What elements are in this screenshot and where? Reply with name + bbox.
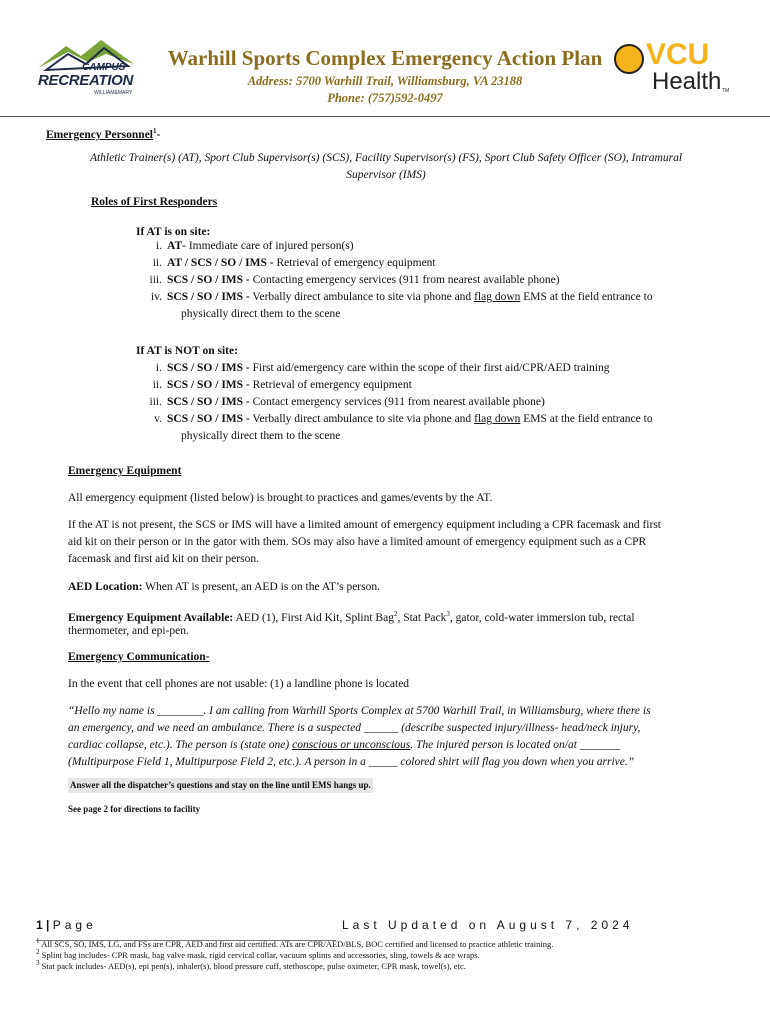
list-role: SCS / SO / IMS - xyxy=(167,379,250,391)
call-script-underlined: conscious or unconscious xyxy=(292,739,411,751)
vcu-seal-icon xyxy=(614,44,644,74)
personnel-heading-text: Emergency Personnel xyxy=(46,128,153,141)
list-role: SCS / SO / IMS - xyxy=(167,413,250,425)
list-item xyxy=(136,360,736,377)
list-item xyxy=(136,289,736,306)
campus-recreation-logo xyxy=(36,38,156,98)
list-text: Verbally direct ambulance to site via phone and xyxy=(249,413,475,425)
list-item-continuation xyxy=(136,306,736,323)
personnel-line-2: Supervisor (IMS) xyxy=(346,169,426,181)
call-script-text: cardiac collapse, etc.). The person is (state one) xyxy=(68,739,293,751)
list-item xyxy=(136,238,736,255)
on-site-heading: If AT is on site: xyxy=(136,226,211,238)
footnote-text: All SCS, SO, IMS, LG, and FSs are CPR, AED and first aid certified. ATs are CPR/AED/BLS, BOC certified and licensed to practice athletic training. xyxy=(41,938,554,949)
vcu-logo-text: VCU xyxy=(646,38,710,71)
list-text: Retrieval of emergency equipment xyxy=(273,257,436,269)
directions-note: See page 2 for directions to facility xyxy=(68,804,201,814)
aed-location-label: AED Location: xyxy=(68,581,143,593)
footnote-number: 3 xyxy=(36,959,40,967)
list-role: SCS / SO / IMS - xyxy=(167,396,250,408)
call-script-line-4: (Multipurpose Field 1, Multipurpose Field 2, etc.). A person in a _____ colored shirt will flag you down when you arrive.” xyxy=(68,756,635,768)
page-number xyxy=(36,918,97,932)
list-item xyxy=(136,377,736,394)
communication-heading: Emergency Communication- xyxy=(68,651,210,663)
list-number: ii. xyxy=(152,379,162,391)
list-number: i. xyxy=(155,240,162,252)
aed-location xyxy=(68,579,380,596)
list-number: iii. xyxy=(149,274,162,286)
footnote xyxy=(36,957,736,972)
header-divider xyxy=(0,116,770,117)
list-item xyxy=(136,255,736,272)
logo-wm-text: WILLIAM&MARY xyxy=(94,90,133,96)
equipment-paragraph-2-line-3: facemask and first aid kit on their person. xyxy=(68,553,259,565)
list-item xyxy=(136,411,736,428)
page-number-separator: | xyxy=(46,918,50,932)
footnote-text: Stat pack includes- AED(s), epi pen(s), inhaler(s), blood pressure cuff, stethoscope, pulse oximeter, CPR mask, towel(s), etc. xyxy=(41,960,466,971)
dispatcher-instruction: Answer all the dispatcher’s questions and stay on the line until EMS hangs up. xyxy=(68,778,373,793)
facility-address: Address: 5700 Warhill Trail, Williamsburg, VA 23188 xyxy=(247,74,523,88)
list-text: - Immediate care of injured person(s) xyxy=(182,240,354,252)
list-number: ii. xyxy=(152,257,162,269)
list-text: Contact emergency services (911 from nearest available phone) xyxy=(249,396,545,408)
footnote-number: 2 xyxy=(36,948,40,956)
page-number-value: 1 xyxy=(36,918,43,932)
list-text-after: EMS at the field entrance to xyxy=(520,413,653,425)
logo-campus-text: CAMPUS xyxy=(82,62,126,73)
list-role: SCS / SO / IMS - xyxy=(167,274,250,286)
aed-location-text: When AT is present, an AED is on the AT’s person. xyxy=(142,581,380,593)
call-script-line-1: “Hello my name is ________. I am calling from Warhill Sports Complex at 5700 Warhill Trail, in Williamsburg, where there is xyxy=(68,705,651,717)
list-number: i. xyxy=(155,362,162,374)
equipment-available-text-3: , gator, cold-water immersion tub, rectal xyxy=(449,611,635,624)
list-text: Retrieval of emergency equipment xyxy=(249,379,412,391)
call-script-text-after: . The injured person is located on/at _______ xyxy=(410,739,621,751)
list-number: iv. xyxy=(150,291,162,303)
list-text-continued: physically direct them to the scene xyxy=(181,308,341,320)
personnel-heading xyxy=(46,123,160,144)
vcu-health-logo xyxy=(614,38,734,99)
list-role: AT xyxy=(167,240,183,252)
footnote-ref-1: 1 xyxy=(153,127,157,135)
trademark-mark: TM xyxy=(722,88,730,94)
list-number: iii. xyxy=(149,396,162,408)
off-site-heading: If AT is NOT on site: xyxy=(136,345,238,357)
equipment-available-text: AED (1), First Aid Kit, Splint Bag xyxy=(233,611,394,624)
last-updated: Last Updated on August 7, 2024 xyxy=(342,918,634,932)
list-text-after: EMS at the field entrance to xyxy=(520,291,653,303)
list-item xyxy=(136,272,736,289)
equipment-paragraph-2-line-1: If the AT is not present, the SCS or IMS will have a limited amount of emergency equipment including a CPR facemask and first xyxy=(68,519,661,531)
page-word: Page xyxy=(52,918,97,932)
list-underlined-text: flag down xyxy=(474,413,521,425)
list-text-continued: physically direct them to the scene xyxy=(181,430,341,442)
logo-recreation-text: RECREATION xyxy=(38,72,134,89)
facility-phone: Phone: (757)592-0497 xyxy=(327,91,443,105)
list-number: v. xyxy=(154,413,162,425)
equipment-paragraph-2-line-2: aid kit on their person or in the gator with them. SOs may also have a limited amount of emergency equipment such as a CPR xyxy=(68,536,647,548)
equipment-available-line-2: thermometer, and epi-pen. xyxy=(68,625,189,637)
list-underlined-text: flag down xyxy=(474,291,521,303)
communication-paragraph: In the event that cell phones are not usable: (1) a landline phone is located xyxy=(68,678,410,690)
footnote-ref-3: 3 xyxy=(446,610,450,618)
list-role: AT / SCS / SO / IMS - xyxy=(167,257,274,269)
personnel-heading-suffix: - xyxy=(156,128,161,141)
equipment-heading: Emergency Equipment xyxy=(68,465,182,477)
list-role: SCS / SO / IMS - xyxy=(167,291,250,303)
list-text: First aid/emergency care within the scope of their first aid/CPR/AED training xyxy=(249,362,610,374)
personnel-line-1: Athletic Trainer(s) (AT), Sport Club Supervisor(s) (SCS), Facility Supervisor(s) (FS), Sport Club Safety Officer (SO), Intramural xyxy=(89,152,683,164)
list-item-continuation xyxy=(136,428,736,445)
footnote-text: Splint bag includes- CPR mask, bag valve mask, rigid cervical collar, vacuum splints and accessories, sling, towels & ace wraps. xyxy=(41,949,480,960)
list-role: SCS / SO / IMS - xyxy=(167,362,250,374)
call-script-line-2: an emergency, and we need an ambulance. There is a suspected ______ (describe suspected injury/illness- head/neck injury, xyxy=(68,722,641,734)
health-logo-text: Health xyxy=(652,68,722,95)
call-script-line-3 xyxy=(68,737,620,754)
list-item xyxy=(136,394,736,411)
equipment-paragraph-1: All emergency equipment (listed below) is brought to practices and games/events by the AT. xyxy=(68,492,493,504)
footnote-ref-2: 2 xyxy=(393,610,398,618)
list-text: Verbally direct ambulance to site via phone and xyxy=(249,291,475,303)
page-title: Warhill Sports Complex Emergency Action Plan xyxy=(167,46,603,70)
equipment-available-text-2: , Stat Pack xyxy=(397,611,447,624)
equipment-available-label: Emergency Equipment Available: xyxy=(68,611,234,624)
roles-heading: Roles of First Responders xyxy=(91,196,218,208)
footnote-number: 1 xyxy=(36,937,40,945)
list-text: Contacting emergency services (911 from nearest available phone) xyxy=(249,274,560,286)
